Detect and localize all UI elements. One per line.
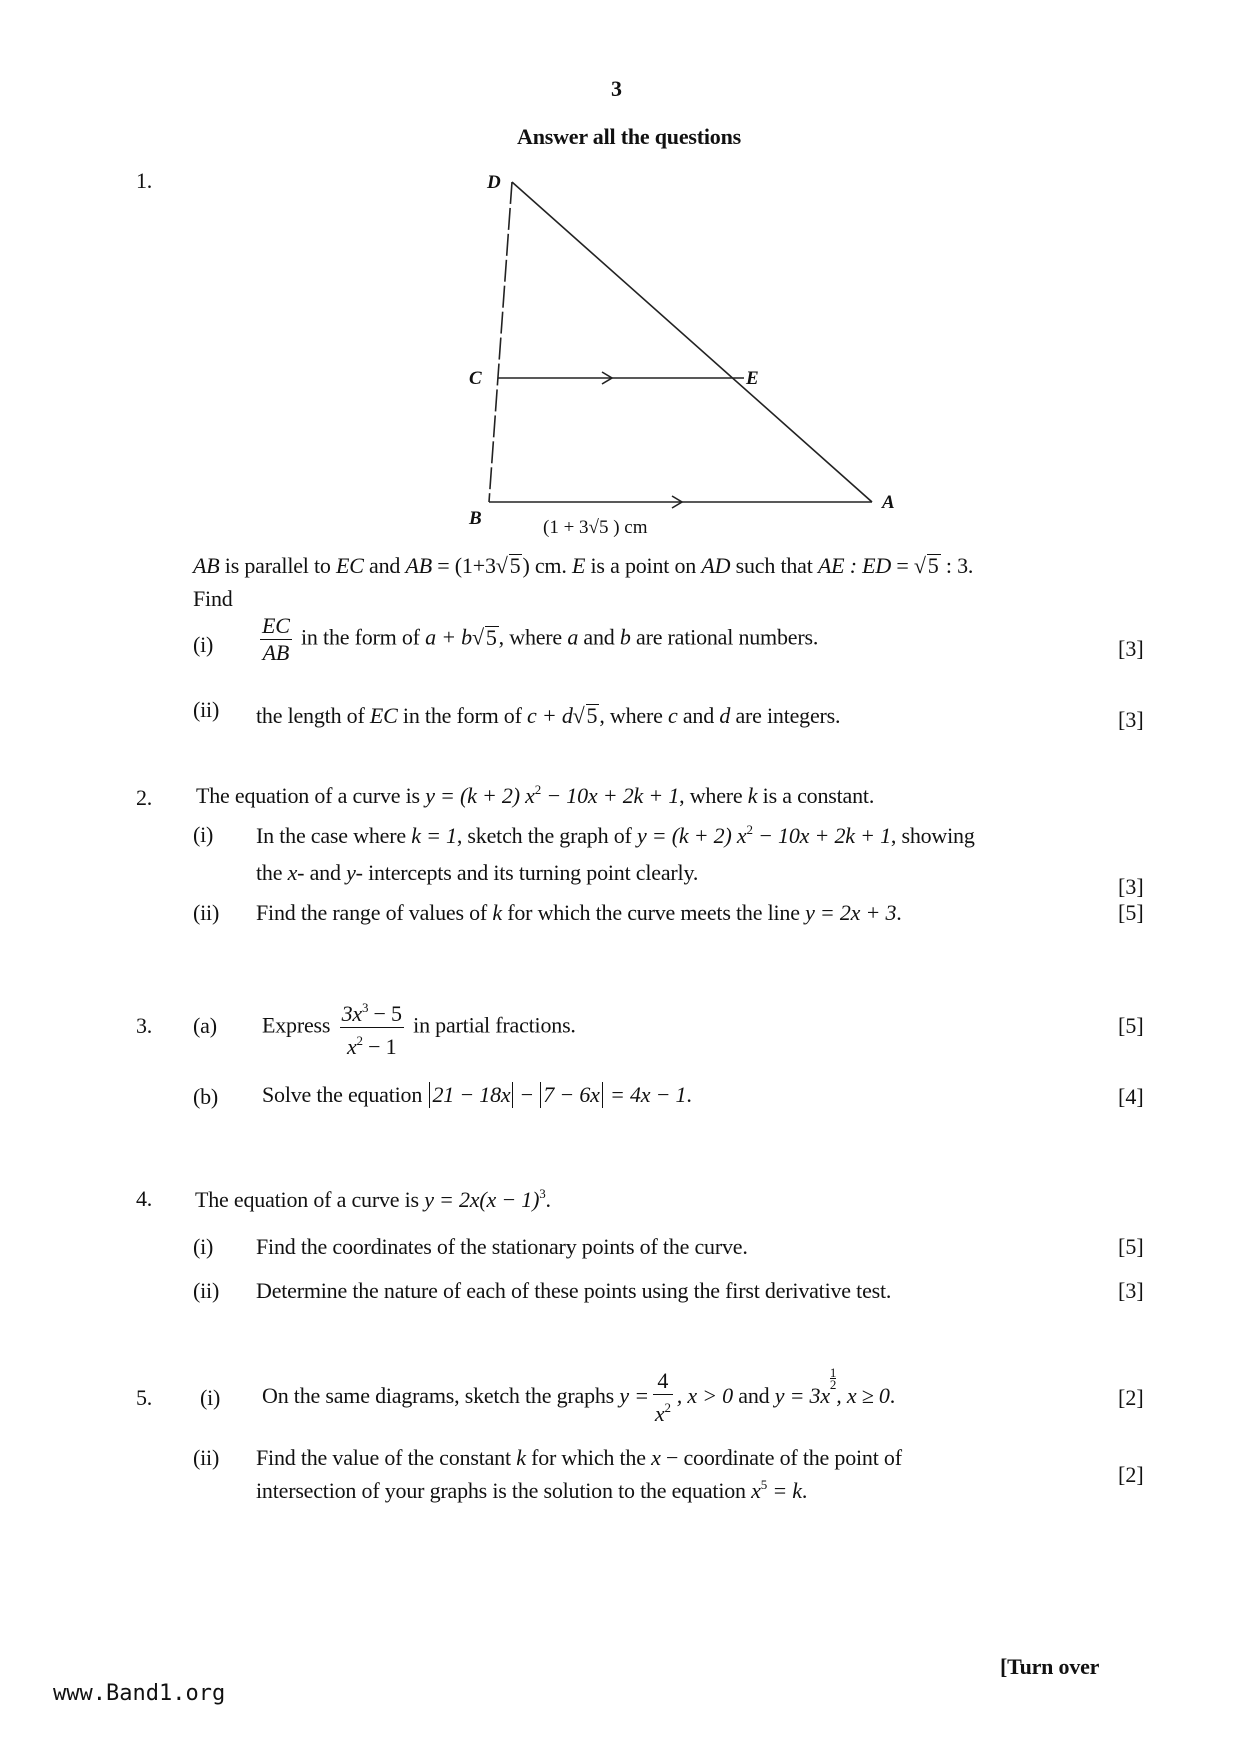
triangle-diagram xyxy=(0,0,1239,560)
q5-part-i-label: (i) xyxy=(200,1385,221,1410)
page-number: 3 xyxy=(611,76,622,101)
q1-part-i-label: (i) xyxy=(193,632,214,657)
q1-part-i-marks: [3] xyxy=(1118,636,1144,661)
q1-find: Find xyxy=(193,586,233,611)
q2-part-i-label: (i) xyxy=(193,822,214,847)
q5-part-ii-marks: [2] xyxy=(1118,1462,1144,1487)
q3-part-a-text: Express $\frac{3x^3 - 5}{x^2 - 1}$ in partial fractions. xyxy=(262,995,576,1060)
q5-part-ii-text-line1: Find the value of the constant k for which the x − coordinate of the point of xyxy=(256,1445,902,1470)
q4-part-i-marks: [5] xyxy=(1118,1234,1144,1259)
line-db xyxy=(489,182,512,502)
label-a: A xyxy=(882,492,895,513)
q1-part-ii-text: the length of EC in the form of c + d√5, where c and d are integers. xyxy=(256,703,841,728)
q1-number: 1. xyxy=(136,168,153,193)
label-b: B xyxy=(469,508,482,529)
q5-part-i-text: On the same diagrams, sketch the graphs y = $\frac{4}{x^2}$ , x > 0 and y = 3x $^{\frac{1}{2}}$ , x ≥ 0. xyxy=(262,1365,895,1427)
q2-part-ii-marks: [5] xyxy=(1118,900,1144,925)
q5-part-ii-text-line2: intersection of your graphs is the solution to the equation $x^5 = k$. xyxy=(256,1477,808,1503)
q1-part-i-text: $\frac{EC}{AB}$ in the form of a + b√5, where a and b are rational numbers. xyxy=(262,613,819,665)
q2-part-i-text-line2: the x- and y- intercepts and its turning point clearly. xyxy=(256,860,699,885)
q4-number: 4. xyxy=(136,1186,153,1211)
instruction-heading: Answer all the questions xyxy=(517,124,741,149)
q2-part-ii-text: Find the range of values of k for which the curve meets the line y = 2x + 3. xyxy=(256,900,902,925)
q4-part-ii-label: (ii) xyxy=(193,1278,220,1303)
line-da xyxy=(512,182,872,502)
label-c: C xyxy=(469,368,482,389)
q4-stem: The equation of a curve is $y = 2x(x - 1)^3$. xyxy=(195,1186,551,1212)
q5-number: 5. xyxy=(136,1385,153,1410)
q2-part-ii-label: (ii) xyxy=(193,900,220,925)
label-d: D xyxy=(487,172,501,193)
q2-stem: The equation of a curve is y = (k + 2) $x^2 - 10x + 2k + 1$, where k is a constant. xyxy=(196,782,875,808)
turn-over: [Turn over xyxy=(1000,1654,1100,1679)
q2-part-i-marks: [3] xyxy=(1118,874,1144,899)
q1-part-ii-label: (ii) xyxy=(193,697,220,722)
q1-part-ii-marks: [3] xyxy=(1118,707,1144,732)
q2-part-i-text: In the case where k = 1, sketch the graph of y = (k + 2) $x^2 - 10x + 2k + 1$, showing xyxy=(256,822,975,848)
q3-part-b-marks: [4] xyxy=(1118,1084,1144,1109)
q4-part-ii-text: Determine the nature of each of these points using the first derivative test. xyxy=(256,1278,892,1303)
q3-part-b-text: Solve the equation 21 − 18x − 7 − 6x = 4x − 1. xyxy=(262,1082,692,1107)
q4-part-ii-marks: [3] xyxy=(1118,1278,1144,1303)
ab-length-label: (1 + 3√5 ) cm xyxy=(543,517,648,538)
q2-number: 2. xyxy=(136,785,153,810)
q3-part-b-label: (b) xyxy=(193,1084,219,1109)
q3-part-a-marks: [5] xyxy=(1118,1013,1144,1038)
watermark-link[interactable]: www.Band1.org xyxy=(53,1681,226,1706)
q3-part-a-label: (a) xyxy=(193,1013,217,1038)
q5-part-ii-label: (ii) xyxy=(193,1445,220,1470)
q4-part-i-label: (i) xyxy=(193,1234,214,1259)
label-e: E xyxy=(746,368,759,389)
q4-part-i-text: Find the coordinates of the stationary points of the curve. xyxy=(256,1234,748,1259)
q3-number: 3. xyxy=(136,1013,153,1038)
q1-stem: AB is parallel to EC and AB = (1+3√5) cm. E is a point on AD such that AE : ED = √5 : 3. xyxy=(193,553,974,578)
q5-part-i-marks: [2] xyxy=(1118,1385,1144,1410)
